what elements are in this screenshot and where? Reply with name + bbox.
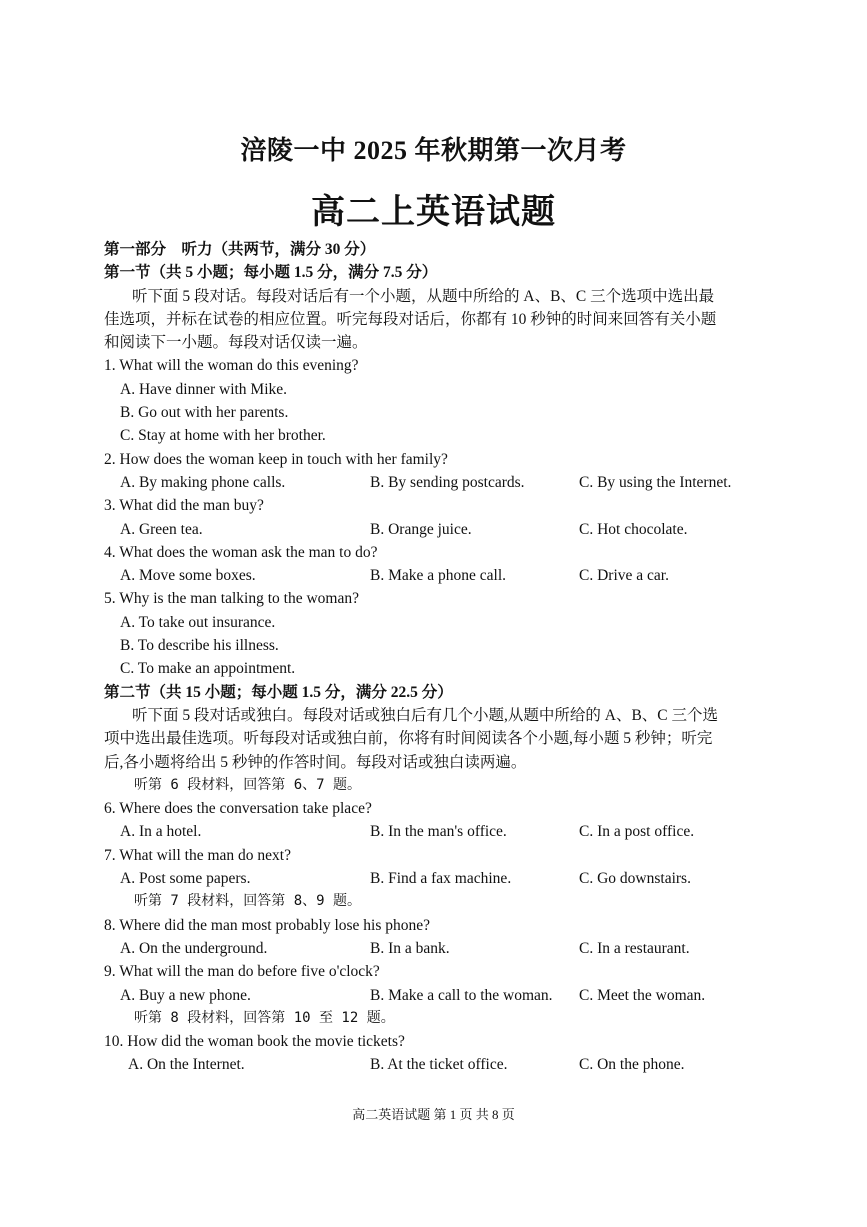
question-stem: 4. What does the woman ask the man to do?: [104, 543, 378, 561]
options-row: [104, 867, 784, 890]
option-a: A. Have dinner with Mike.: [120, 380, 288, 398]
option-b: B. To describe his illness.: [120, 637, 279, 655]
exam-content: [104, 238, 784, 1077]
option-c: C. On the phone.: [579, 1056, 685, 1074]
option-c: C. Go downstairs.: [579, 870, 691, 888]
option-c: C. In a post office.: [579, 823, 695, 841]
option-b: B. In a bank.: [370, 939, 450, 957]
option-c: C. Meet the woman.: [579, 986, 706, 1004]
section1-heading: 第一节（共 5 小题；每小题 1.5 分，满分 7.5 分）: [104, 264, 438, 282]
option-c: C. In a restaurant.: [579, 939, 690, 957]
question-stem: 8. Where did the man most probably lose his phone?: [104, 916, 431, 934]
section2-instruction-line: 听下面 5 段对话或独白。每段对话或独白后有几个小题,从题中所给的 A、B、C 三个选: [132, 706, 718, 724]
section1-instruction-line: 听下面 5 段对话。每段对话后有一个小题，从题中所给的 A、B、C 三个选项中选出最: [132, 287, 715, 305]
option-c: C. To make an appointment.: [120, 660, 296, 678]
option-a: A. Move some boxes.: [120, 567, 256, 585]
option-a: A. In a hotel.: [120, 823, 202, 841]
option-a: A. Green tea.: [120, 520, 203, 538]
options-row: [104, 471, 784, 494]
section1-instruction-line: 和阅读下一小题。每段对话仅读一遍。: [104, 334, 368, 352]
page-footer: 高二英语试题 第 1 页 共 8 页: [352, 1107, 515, 1122]
option-b: B. In the man's office.: [370, 823, 507, 841]
option-a: A. Buy a new phone.: [120, 986, 251, 1004]
option-c: C. Drive a car.: [579, 567, 669, 585]
options-row: [104, 518, 784, 541]
option-b: B. Go out with her parents.: [120, 404, 289, 422]
options-row: [104, 1053, 784, 1076]
option-a: A. Post some papers.: [120, 870, 251, 888]
option-b: B. By sending postcards.: [370, 473, 525, 491]
question-stem: 6. Where does the conversation take place?: [104, 800, 372, 818]
material-note: 听第 6 段材料，回答第 6、7 题。: [134, 776, 362, 793]
option-b: B. Make a phone call.: [370, 567, 507, 585]
option-c: C. Hot chocolate.: [579, 520, 688, 538]
option-a: A. By making phone calls.: [120, 473, 286, 491]
question-stem: 2. How does the woman keep in touch with her family?: [104, 450, 448, 468]
option-a: A. On the Internet.: [128, 1056, 245, 1074]
section1-instruction-line: 佳选项，并标在试卷的相应位置。听完每段对话后，你都有 10 秒钟的时间来回答有关小题: [104, 310, 717, 328]
option-b: B. Find a fax machine.: [370, 870, 512, 888]
options-row: [104, 820, 784, 843]
material-note: 听第 7 段材料，回答第 8、9 题。: [134, 893, 362, 910]
option-c: C. Stay at home with her brother.: [120, 427, 326, 445]
school-exam-title: 涪陵一中 2025 年秋期第一次月考: [240, 136, 627, 165]
material-note: 听第 8 段材料，回答第 10 至 12 题。: [134, 1009, 395, 1026]
option-a: A. On the underground.: [120, 939, 268, 957]
options-row: [104, 937, 784, 960]
question-stem: 10. How did the woman book the movie tickets?: [104, 1033, 405, 1051]
section2-instruction-line: 后,各小题将给出 5 秒钟的作答时间。每段对话或独白读两遍。: [104, 753, 527, 771]
question-stem: 9. What will the man do before five o'clock?: [104, 963, 380, 981]
question-stem: 1. What will the woman do this evening?: [104, 357, 359, 375]
part1-heading: 第一部分 听力（共两节，满分 30 分）: [104, 241, 376, 258]
option-c: C. By using the Internet.: [579, 473, 732, 491]
option-b: B. Orange juice.: [370, 520, 472, 538]
options-row: [104, 564, 784, 587]
option-b: B. At the ticket office.: [370, 1056, 508, 1074]
question-stem: 7. What will the man do next?: [104, 846, 291, 864]
section2-heading: 第二节（共 15 小题；每小题 1.5 分，满分 22.5 分）: [104, 683, 453, 701]
section2-instruction-line: 项中选出最佳选项。听每段对话或独白前，你将有时间阅读各个小题,每小题 5 秒钟；听完: [104, 730, 713, 748]
option-b: B. Make a call to the woman.: [370, 986, 553, 1004]
subject-exam-title: 高二上英语试题: [311, 194, 556, 231]
question-stem: 3. What did the man buy?: [104, 497, 264, 515]
options-row: [104, 984, 784, 1007]
option-a: A. To take out insurance.: [120, 613, 276, 631]
question-stem: 5. Why is the man talking to the woman?: [104, 590, 359, 608]
